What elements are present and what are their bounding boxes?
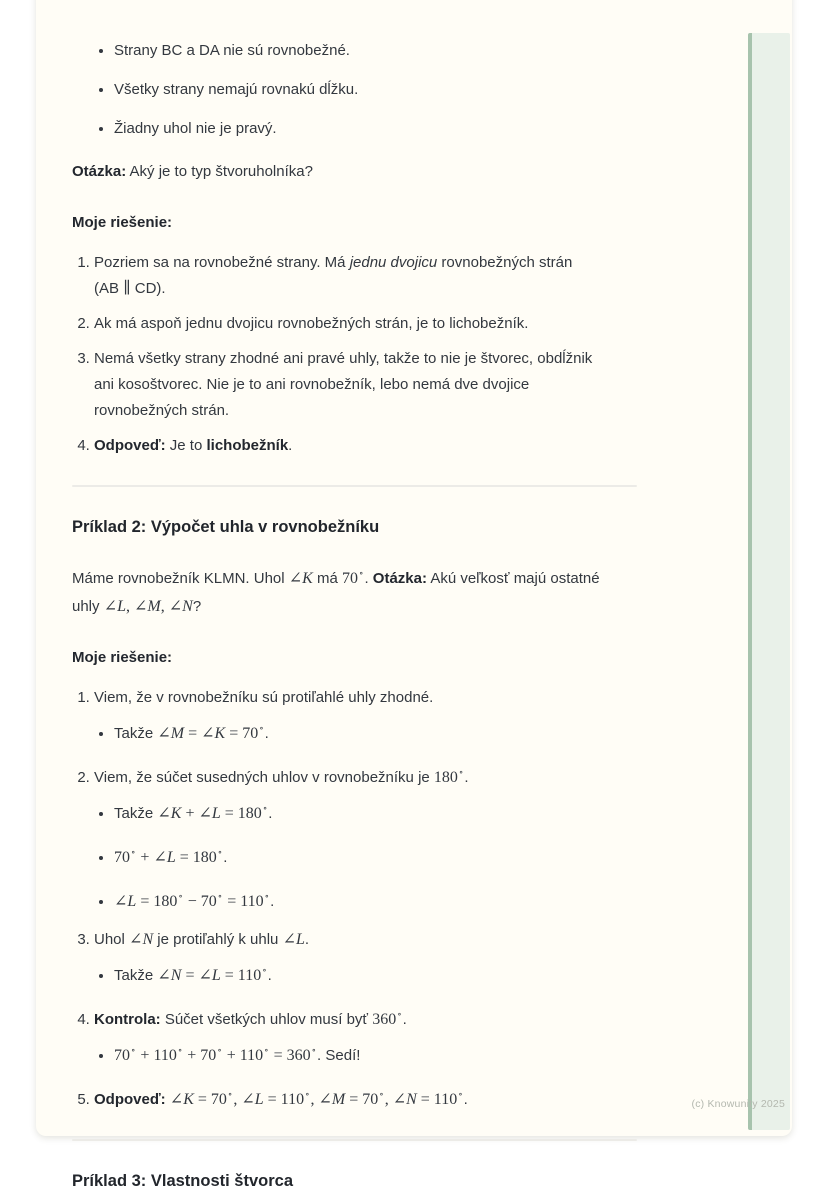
text-run: Takže xyxy=(114,805,158,822)
text-run: . xyxy=(288,437,293,454)
text-run: . xyxy=(223,849,228,866)
text-run: + 110 xyxy=(136,1047,177,1064)
text-run: ∠ xyxy=(153,849,167,866)
list-item xyxy=(94,927,734,989)
text-run: Je to xyxy=(165,437,207,454)
text-run: . xyxy=(304,931,310,948)
list-item xyxy=(94,250,734,302)
degree-symbol: ∘ xyxy=(305,1089,310,1099)
text-run: = 70 xyxy=(193,1091,227,1108)
text-run: ∠ xyxy=(114,893,128,910)
text-run: M xyxy=(331,1091,346,1108)
text-run: Aký je to typ štvoruholníka? xyxy=(126,163,313,180)
text-run: Máme rovnobežník KLMN. Uhol xyxy=(72,570,289,587)
degree-symbol: ∘ xyxy=(311,1045,317,1055)
text-run: + 110 xyxy=(222,1047,264,1064)
text-run: , xyxy=(384,1091,393,1108)
text-run: ∠ xyxy=(157,967,171,984)
example2-intro-paragraph xyxy=(72,559,734,621)
text-run: = 110 xyxy=(223,893,264,910)
text-run: ∠ xyxy=(129,931,143,948)
text-run: L xyxy=(211,967,221,984)
text-run: Otázka: xyxy=(72,163,127,180)
text-run: L xyxy=(254,1091,264,1108)
text-run: = 110 xyxy=(220,967,262,984)
text-run: ∠ xyxy=(288,570,303,587)
solution-heading-2: Moje riešenie: xyxy=(72,649,173,666)
text-run: Žiadny uhol nie je pravý. xyxy=(114,120,277,137)
degree-symbol: ∘ xyxy=(131,847,136,857)
text-run: Uhol xyxy=(94,931,130,948)
text-run: 70 xyxy=(114,1047,130,1064)
intro-bullet-list xyxy=(72,38,734,142)
text-run: Viem, že súčet susedných uhlov v rovnobežníku je xyxy=(94,769,434,786)
degree-symbol: ∘ xyxy=(227,1089,233,1099)
text-run: . Sedí! xyxy=(317,1047,361,1064)
text-run: L xyxy=(166,849,176,866)
degree-symbol: ∘ xyxy=(379,1089,384,1099)
text-run: rovnobežných strán xyxy=(437,254,573,271)
text-run: ∠ xyxy=(318,1091,332,1108)
text-run: = 180 xyxy=(220,805,262,822)
sub-list-item xyxy=(114,795,734,827)
text-run: 360 xyxy=(372,1011,397,1028)
text-run: jednu dvojicu xyxy=(349,254,438,271)
text-run: Všetky strany nemajú rovnakú dĺžku. xyxy=(114,81,359,98)
text-run: ∠ xyxy=(392,1091,407,1108)
text-run: ∠ xyxy=(168,598,183,615)
text-run: N xyxy=(182,598,193,615)
text-run: Odpoveď: xyxy=(94,437,166,454)
text-run: 180 xyxy=(433,769,458,786)
example2-heading: Príklad 2: Výpočet uhla v rovnobežníku xyxy=(72,518,380,536)
list-item xyxy=(94,1001,734,1069)
text-run: Súčet všetkých uhlov musí byť xyxy=(160,1011,373,1028)
text-run: − 70 xyxy=(183,893,217,910)
sub-bullet-list xyxy=(94,715,734,747)
document-content xyxy=(36,0,792,1193)
text-run: je protiľahlý k uhlu xyxy=(153,931,283,948)
sub-bullet-list xyxy=(94,795,734,915)
section-divider xyxy=(72,485,637,487)
text-run: ∠ xyxy=(198,805,212,822)
list-item xyxy=(114,38,734,64)
text-run: má xyxy=(312,570,343,587)
text-run: . xyxy=(268,805,273,822)
degree-symbol: ∘ xyxy=(177,1045,183,1055)
degree-symbol: ∘ xyxy=(262,803,268,813)
text-run: Takže xyxy=(114,725,158,742)
text-run: L xyxy=(295,931,305,948)
degree-symbol: ∘ xyxy=(217,891,223,901)
text-run: = 360 xyxy=(269,1047,311,1064)
degree-symbol: ∘ xyxy=(178,891,183,901)
text-run: . xyxy=(364,570,373,587)
text-run: ∠ xyxy=(169,1091,184,1108)
text-run: L xyxy=(117,598,126,615)
degree-symbol: ∘ xyxy=(131,1045,136,1055)
solution-steps-2 xyxy=(72,685,734,1113)
text-run: . xyxy=(264,725,269,742)
text-run: L xyxy=(211,805,221,822)
text-run: K xyxy=(183,1091,194,1108)
degree-symbol: ∘ xyxy=(458,1089,463,1099)
list-item xyxy=(94,311,734,337)
text-run: = 110 xyxy=(263,1091,305,1108)
text-run: ∠ xyxy=(198,967,212,984)
sub-list-item xyxy=(114,715,734,747)
text-run: Pozriem sa na rovnobežné strany. Má xyxy=(94,254,350,271)
degree-symbol: ∘ xyxy=(264,1045,269,1055)
text-run: . xyxy=(402,1011,407,1028)
text-run: ? xyxy=(192,598,202,615)
text-run: Strany BC a DA nie sú rovnobežné. xyxy=(114,42,350,59)
text-run: = 70 xyxy=(225,725,259,742)
text-run: ani kosoštvorec. Nie je to ani rovnobežník, lebo nemá dve dvojice xyxy=(94,376,530,393)
text-run: ∠ xyxy=(134,598,148,615)
text-run: Nemá všetky strany zhodné ani pravé uhly, takže to nie je štvorec, obdĺžnik xyxy=(94,350,593,367)
list-item xyxy=(94,1081,734,1113)
text-run: + xyxy=(181,805,199,822)
text-run: , xyxy=(126,598,134,615)
sub-list-item xyxy=(114,883,734,915)
text-run: ∠ xyxy=(157,725,171,742)
text-run: . xyxy=(463,1091,468,1108)
text-run: uhly xyxy=(72,598,104,615)
degree-symbol: ∘ xyxy=(262,965,267,975)
solution-heading-1: Moje riešenie: xyxy=(72,214,173,231)
text-run: 70 xyxy=(114,849,130,866)
text-run: , xyxy=(310,1091,319,1108)
sub-bullet-list xyxy=(94,957,734,989)
text-run: (AB xyxy=(94,280,124,297)
text-run: . xyxy=(270,893,275,910)
text-run: K xyxy=(302,570,313,587)
solution-steps-1 xyxy=(72,250,734,459)
list-item xyxy=(114,77,734,103)
text-run: , xyxy=(160,598,169,615)
text-run: CD). xyxy=(130,280,166,297)
text-run: . xyxy=(267,967,272,984)
list-item xyxy=(94,433,734,459)
text-run: M xyxy=(170,725,185,742)
text-run: ∠ xyxy=(157,805,171,822)
degree-symbol: ∘ xyxy=(217,847,223,857)
text-run: = 180 xyxy=(136,893,178,910)
text-run: N xyxy=(142,931,154,948)
text-run: N xyxy=(170,967,182,984)
degree-symbol: ∘ xyxy=(359,568,364,578)
degree-symbol: ∘ xyxy=(259,723,264,733)
text-run: Odpoveď: xyxy=(94,1091,170,1108)
text-run: + 70 xyxy=(183,1047,217,1064)
text-run: N xyxy=(406,1091,417,1108)
list-item xyxy=(94,685,734,747)
text-run: Ak má aspoň jednu dvojicu rovnobežných strán, je to lichobežník. xyxy=(94,315,529,332)
text-run: + xyxy=(136,849,154,866)
page-edge-highlight-bar xyxy=(748,33,790,1130)
document-page xyxy=(36,0,792,1190)
text-run: K xyxy=(170,805,182,822)
sub-list-item xyxy=(114,1037,734,1069)
text-run: = 110 xyxy=(416,1091,458,1108)
text-run: Kontrola: xyxy=(94,1011,161,1028)
text-run: = xyxy=(184,725,202,742)
text-run: K xyxy=(214,725,226,742)
degree-symbol: ∘ xyxy=(397,1009,402,1019)
list-item xyxy=(94,346,734,424)
text-run: = xyxy=(181,967,199,984)
copyright-watermark: (c) Knowunity 2025 xyxy=(691,1098,785,1110)
text-run: . xyxy=(464,769,469,786)
question-paragraph xyxy=(72,158,734,186)
text-run: Akú veľkosť majú ostatné xyxy=(426,570,600,587)
sub-bullet-list xyxy=(94,1037,734,1069)
text-run: M xyxy=(147,598,161,615)
text-run: L xyxy=(127,893,137,910)
text-run: ∥ xyxy=(123,280,131,297)
text-run: ∠ xyxy=(201,725,215,742)
text-run: Otázka: xyxy=(372,570,427,587)
text-run: , xyxy=(233,1091,242,1108)
sub-list-item xyxy=(114,839,734,871)
degree-symbol: ∘ xyxy=(217,1045,222,1055)
text-run: Viem, že v rovnobežníku sú protiľahlé uhly zhodné. xyxy=(94,689,434,706)
text-run: ∠ xyxy=(103,598,118,615)
text-run: = 180 xyxy=(175,849,217,866)
sub-list-item xyxy=(114,957,734,989)
text-run: ∠ xyxy=(282,931,296,948)
list-item xyxy=(114,116,734,142)
text-run: lichobežník xyxy=(206,437,289,454)
text-run: 70 xyxy=(342,570,359,587)
example3-heading: Príklad 3: Vlastnosti štvorca xyxy=(72,1172,294,1190)
text-run: ∠ xyxy=(241,1091,255,1108)
text-run: rovnobežných strán. xyxy=(94,402,230,419)
text-run: = 70 xyxy=(345,1091,379,1108)
degree-symbol: ∘ xyxy=(458,767,464,777)
list-item xyxy=(94,759,734,915)
degree-symbol: ∘ xyxy=(264,891,270,901)
section-divider-2 xyxy=(72,1139,637,1141)
text-run: Takže xyxy=(114,967,158,984)
